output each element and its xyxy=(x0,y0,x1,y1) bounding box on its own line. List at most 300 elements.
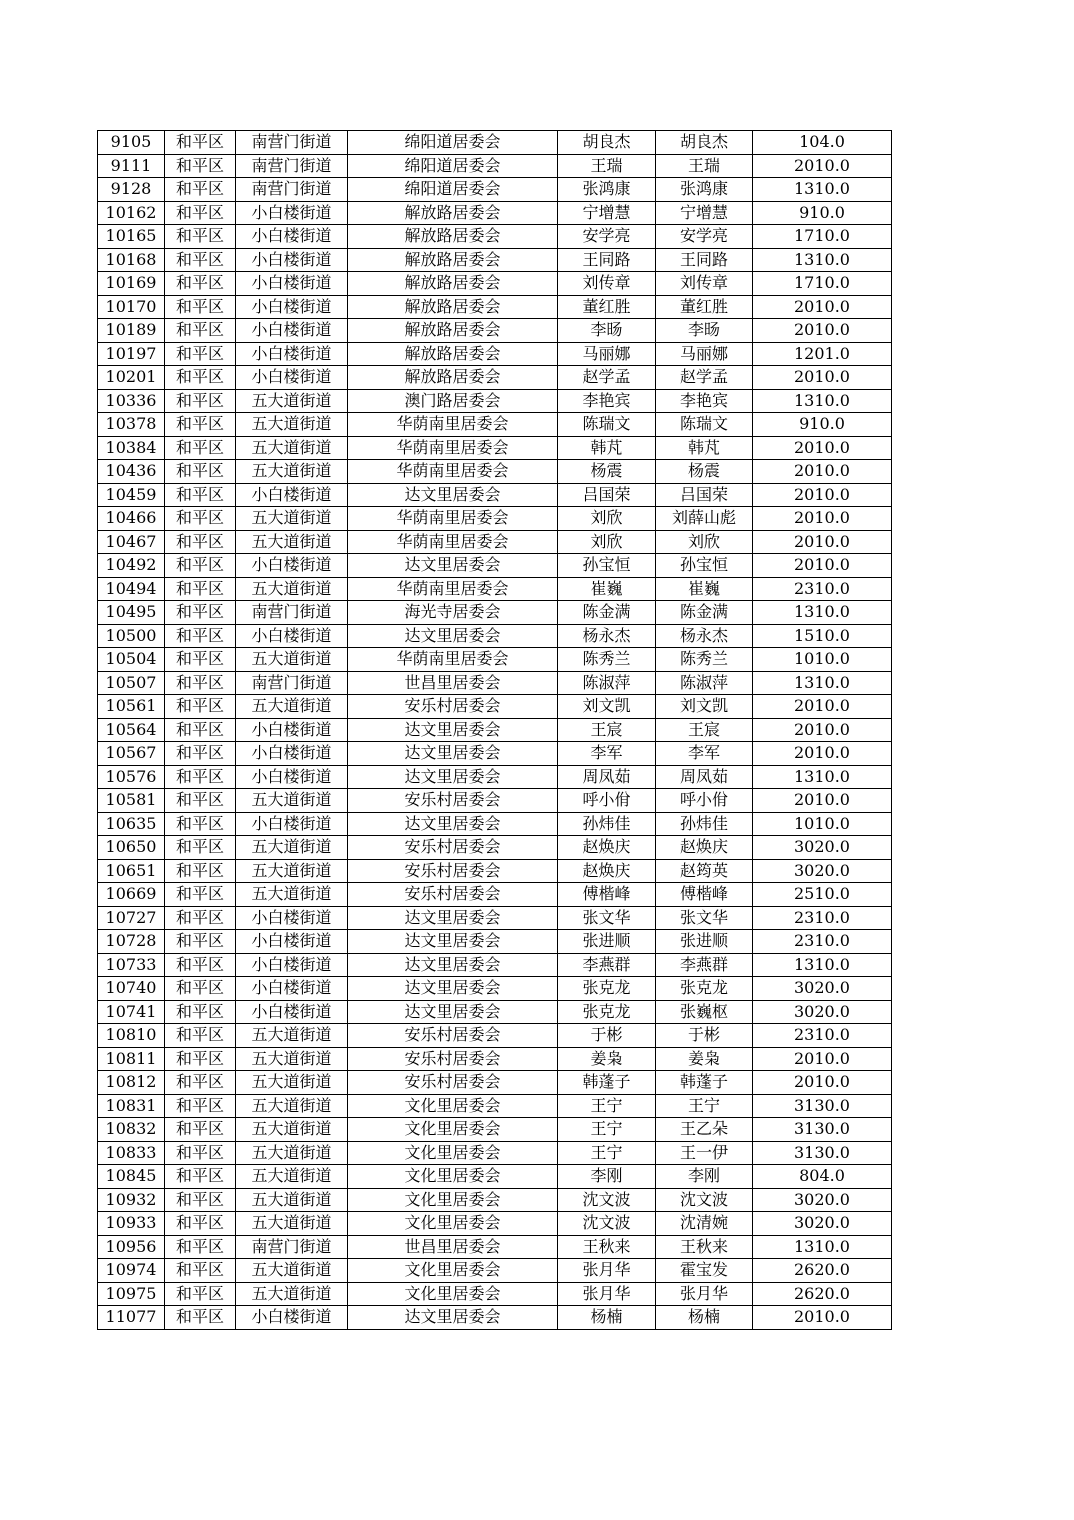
district-cell: 和平区 xyxy=(165,507,236,531)
table-row xyxy=(98,671,892,695)
district-cell: 和平区 xyxy=(165,272,236,296)
table-row xyxy=(98,507,892,531)
amount-cell: 3020.0 xyxy=(753,1000,892,1024)
amount-cell: 2010.0 xyxy=(753,1071,892,1095)
record-id-cell: 10728 xyxy=(98,930,165,954)
amount-cell: 1510.0 xyxy=(753,624,892,648)
member-cell: 胡良杰 xyxy=(656,131,753,155)
district-cell: 和平区 xyxy=(165,648,236,672)
amount-cell: 3020.0 xyxy=(753,1188,892,1212)
street-cell: 五大道街道 xyxy=(236,1259,348,1283)
member-cell: 沈清婉 xyxy=(656,1212,753,1236)
member-cell: 宁增慧 xyxy=(656,201,753,225)
street-cell: 五大道街道 xyxy=(236,883,348,907)
applicant-cell: 刘欣 xyxy=(558,507,656,531)
member-cell: 王同路 xyxy=(656,248,753,272)
amount-cell: 2010.0 xyxy=(753,154,892,178)
table-row xyxy=(98,225,892,249)
street-cell: 五大道街道 xyxy=(236,1071,348,1095)
member-cell: 孙炜佳 xyxy=(656,812,753,836)
table-row xyxy=(98,1212,892,1236)
committee-cell: 华荫南里居委会 xyxy=(348,577,558,601)
record-id-cell: 10635 xyxy=(98,812,165,836)
amount-cell: 3020.0 xyxy=(753,859,892,883)
committee-cell: 解放路居委会 xyxy=(348,248,558,272)
district-cell: 和平区 xyxy=(165,483,236,507)
applicant-cell: 张月华 xyxy=(558,1259,656,1283)
member-cell: 王秋来 xyxy=(656,1235,753,1259)
district-cell: 和平区 xyxy=(165,295,236,319)
amount-cell: 2310.0 xyxy=(753,930,892,954)
amount-cell: 1310.0 xyxy=(753,765,892,789)
committee-cell: 华荫南里居委会 xyxy=(348,530,558,554)
table-row xyxy=(98,812,892,836)
table-row xyxy=(98,1118,892,1142)
committee-cell: 达文里居委会 xyxy=(348,1306,558,1330)
committee-cell: 达文里居委会 xyxy=(348,1000,558,1024)
table-row xyxy=(98,272,892,296)
district-cell: 和平区 xyxy=(165,906,236,930)
record-id-cell: 10810 xyxy=(98,1024,165,1048)
street-cell: 五大道街道 xyxy=(236,436,348,460)
member-cell: 马丽娜 xyxy=(656,342,753,366)
table-row xyxy=(98,1141,892,1165)
committee-cell: 达文里居委会 xyxy=(348,718,558,742)
street-cell: 小白楼街道 xyxy=(236,1306,348,1330)
member-cell: 杨震 xyxy=(656,460,753,484)
member-cell: 李军 xyxy=(656,742,753,766)
applicant-cell: 杨震 xyxy=(558,460,656,484)
record-id-cell: 10832 xyxy=(98,1118,165,1142)
record-id-cell: 10741 xyxy=(98,1000,165,1024)
applicant-cell: 王宁 xyxy=(558,1094,656,1118)
street-cell: 南营门街道 xyxy=(236,131,348,155)
table-row xyxy=(98,436,892,460)
table-row xyxy=(98,460,892,484)
member-cell: 陈金满 xyxy=(656,601,753,625)
district-cell: 和平区 xyxy=(165,154,236,178)
committee-cell: 达文里居委会 xyxy=(348,812,558,836)
member-cell: 王瑞 xyxy=(656,154,753,178)
member-cell: 王一伊 xyxy=(656,1141,753,1165)
records-table xyxy=(97,130,892,1330)
applicant-cell: 韩芃 xyxy=(558,436,656,460)
table-row xyxy=(98,695,892,719)
record-id-cell: 10189 xyxy=(98,319,165,343)
district-cell: 和平区 xyxy=(165,319,236,343)
applicant-cell: 马丽娜 xyxy=(558,342,656,366)
street-cell: 小白楼街道 xyxy=(236,953,348,977)
district-cell: 和平区 xyxy=(165,930,236,954)
street-cell: 小白楼街道 xyxy=(236,718,348,742)
record-id-cell: 10561 xyxy=(98,695,165,719)
district-cell: 和平区 xyxy=(165,1118,236,1142)
street-cell: 五大道街道 xyxy=(236,507,348,531)
amount-cell: 1310.0 xyxy=(753,1235,892,1259)
applicant-cell: 李旸 xyxy=(558,319,656,343)
member-cell: 崔巍 xyxy=(656,577,753,601)
district-cell: 和平区 xyxy=(165,178,236,202)
applicant-cell: 杨楠 xyxy=(558,1306,656,1330)
applicant-cell: 沈文波 xyxy=(558,1212,656,1236)
district-cell: 和平区 xyxy=(165,1000,236,1024)
amount-cell: 3130.0 xyxy=(753,1094,892,1118)
street-cell: 五大道街道 xyxy=(236,859,348,883)
district-cell: 和平区 xyxy=(165,248,236,272)
record-id-cell: 10833 xyxy=(98,1141,165,1165)
applicant-cell: 王宸 xyxy=(558,718,656,742)
applicant-cell: 孙宝恒 xyxy=(558,554,656,578)
applicant-cell: 李燕群 xyxy=(558,953,656,977)
member-cell: 赵焕庆 xyxy=(656,836,753,860)
street-cell: 小白楼街道 xyxy=(236,624,348,648)
applicant-cell: 陈秀兰 xyxy=(558,648,656,672)
table-row xyxy=(98,1071,892,1095)
record-id-cell: 9128 xyxy=(98,178,165,202)
committee-cell: 绵阳道居委会 xyxy=(348,131,558,155)
amount-cell: 2510.0 xyxy=(753,883,892,907)
member-cell: 刘欣 xyxy=(656,530,753,554)
table-row xyxy=(98,554,892,578)
record-id-cell: 10581 xyxy=(98,789,165,813)
district-cell: 和平区 xyxy=(165,718,236,742)
record-id-cell: 10507 xyxy=(98,671,165,695)
amount-cell: 1310.0 xyxy=(753,248,892,272)
street-cell: 五大道街道 xyxy=(236,1212,348,1236)
amount-cell: 2010.0 xyxy=(753,483,892,507)
committee-cell: 绵阳道居委会 xyxy=(348,154,558,178)
amount-cell: 2010.0 xyxy=(753,366,892,390)
district-cell: 和平区 xyxy=(165,624,236,648)
district-cell: 和平区 xyxy=(165,131,236,155)
applicant-cell: 王瑞 xyxy=(558,154,656,178)
amount-cell: 2010.0 xyxy=(753,789,892,813)
applicant-cell: 张鸿康 xyxy=(558,178,656,202)
street-cell: 小白楼街道 xyxy=(236,812,348,836)
record-id-cell: 10669 xyxy=(98,883,165,907)
record-id-cell: 10466 xyxy=(98,507,165,531)
amount-cell: 2620.0 xyxy=(753,1259,892,1283)
amount-cell: 1310.0 xyxy=(753,671,892,695)
district-cell: 和平区 xyxy=(165,413,236,437)
amount-cell: 1010.0 xyxy=(753,648,892,672)
table-row xyxy=(98,953,892,977)
applicant-cell: 赵焕庆 xyxy=(558,836,656,860)
applicant-cell: 王秋来 xyxy=(558,1235,656,1259)
applicant-cell: 张克龙 xyxy=(558,977,656,1001)
street-cell: 南营门街道 xyxy=(236,671,348,695)
record-id-cell: 10162 xyxy=(98,201,165,225)
applicant-cell: 王宁 xyxy=(558,1141,656,1165)
district-cell: 和平区 xyxy=(165,953,236,977)
committee-cell: 解放路居委会 xyxy=(348,272,558,296)
committee-cell: 华荫南里居委会 xyxy=(348,507,558,531)
table-row xyxy=(98,577,892,601)
amount-cell: 804.0 xyxy=(753,1165,892,1189)
member-cell: 陈淑萍 xyxy=(656,671,753,695)
member-cell: 刘文凯 xyxy=(656,695,753,719)
amount-cell: 2310.0 xyxy=(753,906,892,930)
street-cell: 五大道街道 xyxy=(236,1024,348,1048)
committee-cell: 解放路居委会 xyxy=(348,342,558,366)
amount-cell: 2010.0 xyxy=(753,695,892,719)
table-row xyxy=(98,1047,892,1071)
committee-cell: 解放路居委会 xyxy=(348,225,558,249)
street-cell: 小白楼街道 xyxy=(236,319,348,343)
applicant-cell: 李军 xyxy=(558,742,656,766)
amount-cell: 1310.0 xyxy=(753,601,892,625)
committee-cell: 安乐村居委会 xyxy=(348,1047,558,1071)
member-cell: 王乙朵 xyxy=(656,1118,753,1142)
committee-cell: 达文里居委会 xyxy=(348,906,558,930)
street-cell: 南营门街道 xyxy=(236,601,348,625)
district-cell: 和平区 xyxy=(165,977,236,1001)
street-cell: 小白楼街道 xyxy=(236,295,348,319)
table-row xyxy=(98,413,892,437)
amount-cell: 910.0 xyxy=(753,413,892,437)
district-cell: 和平区 xyxy=(165,436,236,460)
committee-cell: 达文里居委会 xyxy=(348,765,558,789)
amount-cell: 3130.0 xyxy=(753,1118,892,1142)
table-row xyxy=(98,248,892,272)
committee-cell: 解放路居委会 xyxy=(348,201,558,225)
committee-cell: 文化里居委会 xyxy=(348,1212,558,1236)
member-cell: 张巍枢 xyxy=(656,1000,753,1024)
district-cell: 和平区 xyxy=(165,1071,236,1095)
applicant-cell: 呼小佾 xyxy=(558,789,656,813)
applicant-cell: 张文华 xyxy=(558,906,656,930)
table-row xyxy=(98,648,892,672)
street-cell: 小白楼街道 xyxy=(236,765,348,789)
applicant-cell: 韩蓬子 xyxy=(558,1071,656,1095)
applicant-cell: 李艳宾 xyxy=(558,389,656,413)
table-row xyxy=(98,742,892,766)
record-id-cell: 10165 xyxy=(98,225,165,249)
applicant-cell: 赵学孟 xyxy=(558,366,656,390)
member-cell: 于彬 xyxy=(656,1024,753,1048)
street-cell: 五大道街道 xyxy=(236,413,348,437)
committee-cell: 达文里居委会 xyxy=(348,953,558,977)
district-cell: 和平区 xyxy=(165,695,236,719)
applicant-cell: 傅楷峰 xyxy=(558,883,656,907)
record-id-cell: 10197 xyxy=(98,342,165,366)
committee-cell: 文化里居委会 xyxy=(348,1094,558,1118)
table-row xyxy=(98,1094,892,1118)
applicant-cell: 张月华 xyxy=(558,1282,656,1306)
record-id-cell: 10201 xyxy=(98,366,165,390)
applicant-cell: 胡良杰 xyxy=(558,131,656,155)
record-id-cell: 10168 xyxy=(98,248,165,272)
record-id-cell: 10727 xyxy=(98,906,165,930)
district-cell: 和平区 xyxy=(165,1141,236,1165)
member-cell: 王宸 xyxy=(656,718,753,742)
committee-cell: 达文里居委会 xyxy=(348,483,558,507)
street-cell: 五大道街道 xyxy=(236,389,348,413)
record-id-cell: 10495 xyxy=(98,601,165,625)
member-cell: 赵筠英 xyxy=(656,859,753,883)
record-id-cell: 10933 xyxy=(98,1212,165,1236)
applicant-cell: 吕国荣 xyxy=(558,483,656,507)
committee-cell: 解放路居委会 xyxy=(348,295,558,319)
member-cell: 张进顺 xyxy=(656,930,753,954)
street-cell: 小白楼街道 xyxy=(236,483,348,507)
record-id-cell: 10812 xyxy=(98,1071,165,1095)
member-cell: 杨永杰 xyxy=(656,624,753,648)
record-id-cell: 10831 xyxy=(98,1094,165,1118)
district-cell: 和平区 xyxy=(165,883,236,907)
amount-cell: 2310.0 xyxy=(753,1024,892,1048)
district-cell: 和平区 xyxy=(165,1282,236,1306)
table-row xyxy=(98,883,892,907)
table-row xyxy=(98,1165,892,1189)
committee-cell: 文化里居委会 xyxy=(348,1282,558,1306)
district-cell: 和平区 xyxy=(165,1188,236,1212)
table-row xyxy=(98,1306,892,1330)
record-id-cell: 10500 xyxy=(98,624,165,648)
street-cell: 小白楼街道 xyxy=(236,225,348,249)
applicant-cell: 刘文凯 xyxy=(558,695,656,719)
district-cell: 和平区 xyxy=(165,577,236,601)
record-id-cell: 10811 xyxy=(98,1047,165,1071)
table-row xyxy=(98,483,892,507)
record-id-cell: 10932 xyxy=(98,1188,165,1212)
district-cell: 和平区 xyxy=(165,789,236,813)
committee-cell: 世昌里居委会 xyxy=(348,671,558,695)
table-row xyxy=(98,718,892,742)
committee-cell: 文化里居委会 xyxy=(348,1141,558,1165)
committee-cell: 达文里居委会 xyxy=(348,554,558,578)
committee-cell: 安乐村居委会 xyxy=(348,1071,558,1095)
committee-cell: 解放路居委会 xyxy=(348,366,558,390)
table-row xyxy=(98,1024,892,1048)
district-cell: 和平区 xyxy=(165,554,236,578)
record-id-cell: 10492 xyxy=(98,554,165,578)
table-row xyxy=(98,131,892,155)
committee-cell: 文化里居委会 xyxy=(348,1259,558,1283)
amount-cell: 2010.0 xyxy=(753,436,892,460)
amount-cell: 2010.0 xyxy=(753,742,892,766)
record-id-cell: 10170 xyxy=(98,295,165,319)
table-row xyxy=(98,1235,892,1259)
member-cell: 李艳宾 xyxy=(656,389,753,413)
member-cell: 陈瑞文 xyxy=(656,413,753,437)
record-id-cell: 10576 xyxy=(98,765,165,789)
street-cell: 五大道街道 xyxy=(236,1141,348,1165)
amount-cell: 2010.0 xyxy=(753,319,892,343)
record-id-cell: 10651 xyxy=(98,859,165,883)
amount-cell: 2010.0 xyxy=(753,295,892,319)
record-id-cell: 10740 xyxy=(98,977,165,1001)
committee-cell: 安乐村居委会 xyxy=(348,1024,558,1048)
district-cell: 和平区 xyxy=(165,1024,236,1048)
committee-cell: 安乐村居委会 xyxy=(348,789,558,813)
district-cell: 和平区 xyxy=(165,201,236,225)
committee-cell: 世昌里居委会 xyxy=(348,1235,558,1259)
member-cell: 霍宝发 xyxy=(656,1259,753,1283)
record-id-cell: 10733 xyxy=(98,953,165,977)
record-id-cell: 10564 xyxy=(98,718,165,742)
amount-cell: 3020.0 xyxy=(753,1212,892,1236)
applicant-cell: 李刚 xyxy=(558,1165,656,1189)
member-cell: 姜枭 xyxy=(656,1047,753,1071)
district-cell: 和平区 xyxy=(165,1212,236,1236)
district-cell: 和平区 xyxy=(165,1094,236,1118)
member-cell: 傅楷峰 xyxy=(656,883,753,907)
street-cell: 小白楼街道 xyxy=(236,977,348,1001)
member-cell: 沈文波 xyxy=(656,1188,753,1212)
member-cell: 陈秀兰 xyxy=(656,648,753,672)
applicant-cell: 陈瑞文 xyxy=(558,413,656,437)
record-id-cell: 11077 xyxy=(98,1306,165,1330)
record-id-cell: 10459 xyxy=(98,483,165,507)
committee-cell: 安乐村居委会 xyxy=(348,836,558,860)
member-cell: 韩芃 xyxy=(656,436,753,460)
applicant-cell: 刘欣 xyxy=(558,530,656,554)
street-cell: 五大道街道 xyxy=(236,460,348,484)
amount-cell: 2010.0 xyxy=(753,718,892,742)
table-row xyxy=(98,765,892,789)
table-row xyxy=(98,906,892,930)
street-cell: 南营门街道 xyxy=(236,178,348,202)
street-cell: 五大道街道 xyxy=(236,789,348,813)
amount-cell: 2010.0 xyxy=(753,460,892,484)
district-cell: 和平区 xyxy=(165,225,236,249)
street-cell: 五大道街道 xyxy=(236,648,348,672)
street-cell: 小白楼街道 xyxy=(236,342,348,366)
table-row xyxy=(98,342,892,366)
district-cell: 和平区 xyxy=(165,342,236,366)
street-cell: 小白楼街道 xyxy=(236,248,348,272)
committee-cell: 解放路居委会 xyxy=(348,319,558,343)
applicant-cell: 杨永杰 xyxy=(558,624,656,648)
amount-cell: 1710.0 xyxy=(753,225,892,249)
record-id-cell: 10845 xyxy=(98,1165,165,1189)
street-cell: 五大道街道 xyxy=(236,1165,348,1189)
record-id-cell: 10650 xyxy=(98,836,165,860)
amount-cell: 2010.0 xyxy=(753,1047,892,1071)
member-cell: 刘传章 xyxy=(656,272,753,296)
street-cell: 五大道街道 xyxy=(236,530,348,554)
district-cell: 和平区 xyxy=(165,1306,236,1330)
amount-cell: 1310.0 xyxy=(753,178,892,202)
street-cell: 五大道街道 xyxy=(236,1047,348,1071)
street-cell: 小白楼街道 xyxy=(236,272,348,296)
table-row xyxy=(98,601,892,625)
amount-cell: 3130.0 xyxy=(753,1141,892,1165)
record-id-cell: 10975 xyxy=(98,1282,165,1306)
applicant-cell: 张克龙 xyxy=(558,1000,656,1024)
committee-cell: 文化里居委会 xyxy=(348,1188,558,1212)
street-cell: 小白楼街道 xyxy=(236,930,348,954)
amount-cell: 2010.0 xyxy=(753,554,892,578)
committee-cell: 绵阳道居委会 xyxy=(348,178,558,202)
street-cell: 五大道街道 xyxy=(236,1094,348,1118)
district-cell: 和平区 xyxy=(165,765,236,789)
district-cell: 和平区 xyxy=(165,742,236,766)
table-row xyxy=(98,319,892,343)
district-cell: 和平区 xyxy=(165,1047,236,1071)
committee-cell: 文化里居委会 xyxy=(348,1165,558,1189)
amount-cell: 2310.0 xyxy=(753,577,892,601)
member-cell: 张月华 xyxy=(656,1282,753,1306)
street-cell: 小白楼街道 xyxy=(236,742,348,766)
amount-cell: 1010.0 xyxy=(753,812,892,836)
applicant-cell: 沈文波 xyxy=(558,1188,656,1212)
member-cell: 杨楠 xyxy=(656,1306,753,1330)
table-row xyxy=(98,1188,892,1212)
record-id-cell: 10567 xyxy=(98,742,165,766)
table-row xyxy=(98,178,892,202)
